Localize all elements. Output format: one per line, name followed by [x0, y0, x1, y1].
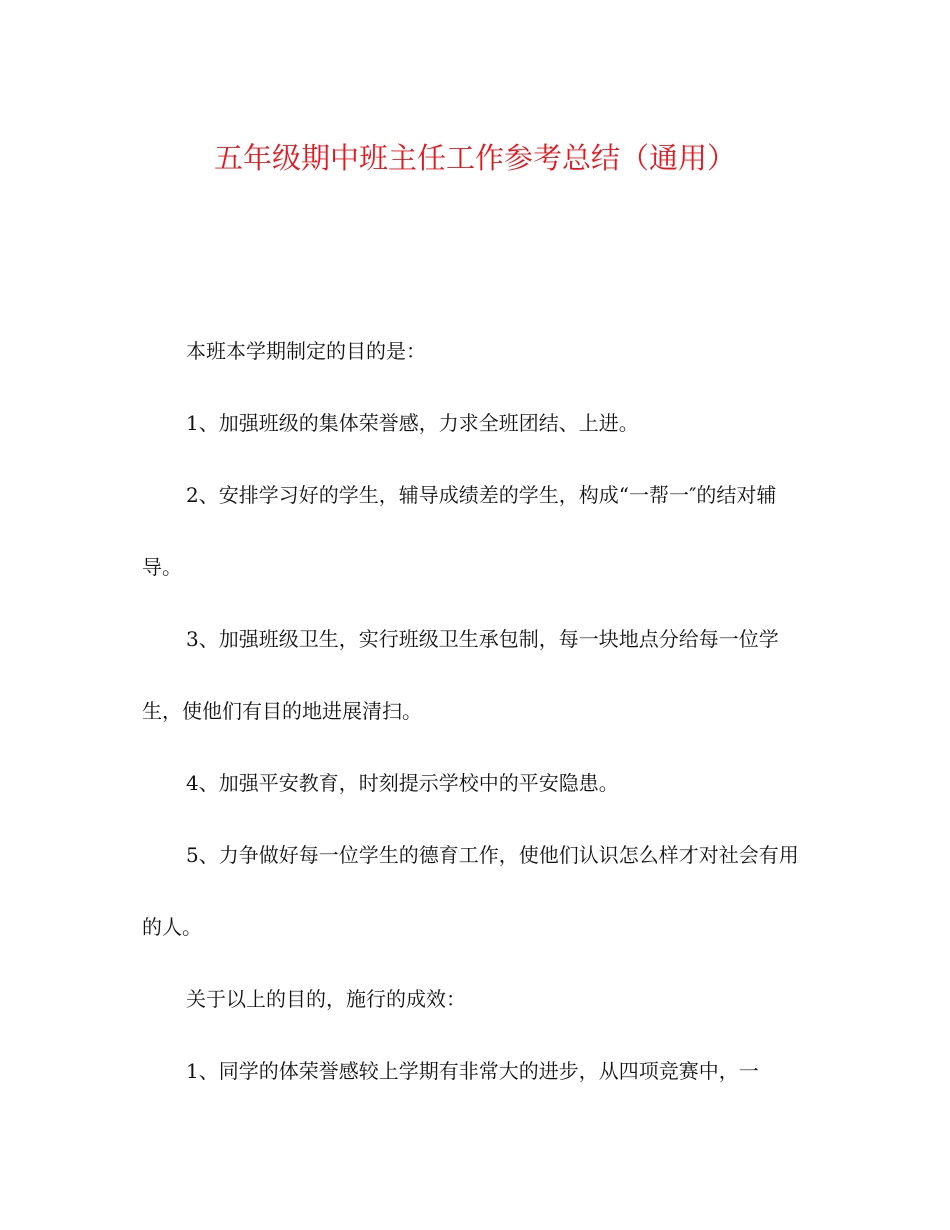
paragraph-goal-4: 4、加强平安教育，时刻提示学校中的平安隐患。 — [186, 771, 619, 795]
paragraph-goal-5: 5、力争做好每一位学生的德育工作，使他们认识怎么样才对社会有用的人。 — [142, 843, 799, 939]
paragraph-result-1: 1、同学的体荣誉感较上学期有非常大的进步，从四项竞赛中，一 — [186, 1059, 759, 1083]
paragraph-goal-1: 1、加强班级的集体荣誉感，力求全班团结、上进。 — [186, 411, 639, 435]
paragraph-goal-3: 3、加强班级卫生，实行班级卫生承包制，每一块地点分给每一位学生，使他们有目的地进展清扫。 — [142, 627, 779, 723]
paragraph-goal-2: 2、安排学习好的学生，辅导成绩差的学生，构成“一帮一″的结对辅导。 — [142, 483, 777, 579]
paragraph-intro: 本班本学期制定的目的是： — [186, 339, 426, 363]
paragraph-results-intro: 关于以上的目的，施行的成效： — [186, 987, 466, 1011]
document-title: 五年级期中班主任工作参考总结（通用） — [213, 141, 736, 175]
document-body — [142, 331, 812, 1123]
